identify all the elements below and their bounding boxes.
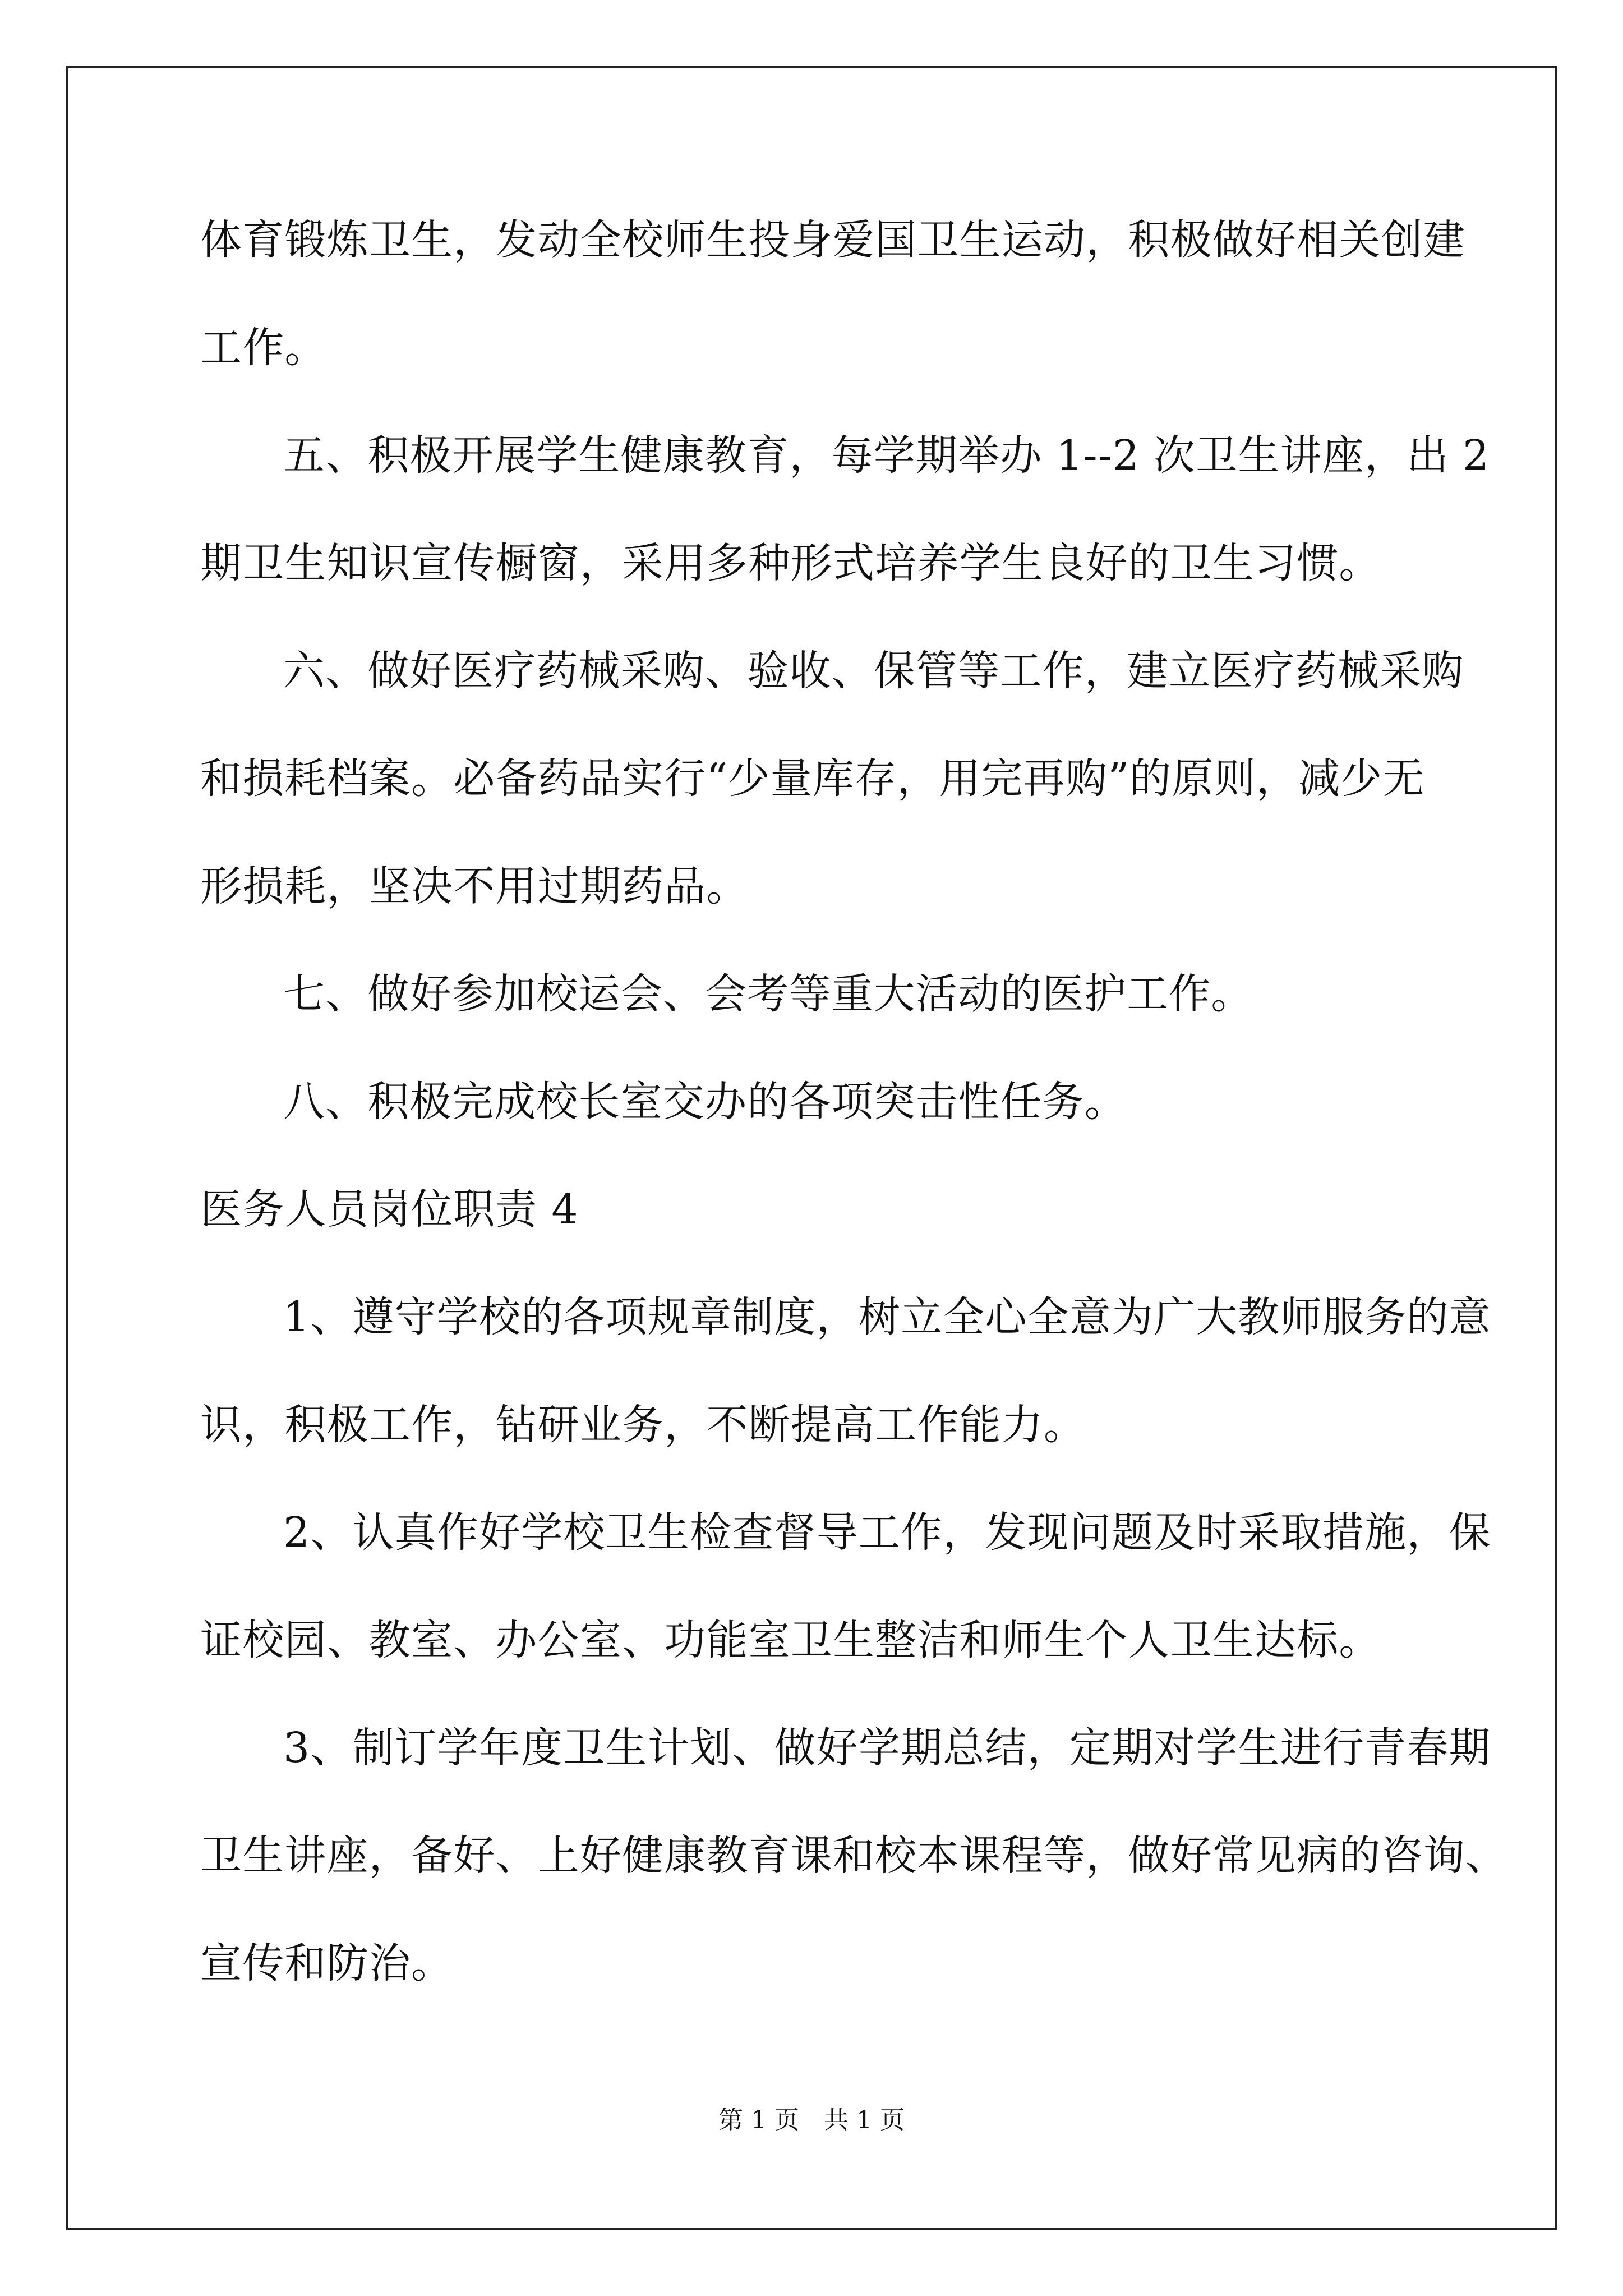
- paragraph-line: 八、积极完成校长室交办的各项突击性任务。: [283, 1078, 1127, 1126]
- page-footer: 第 1 页 共 1 页: [718, 2106, 905, 2134]
- paragraph-line: 2、认真作好学校卫生检查督导工作，发现问题及时采取措施，保: [283, 1508, 1491, 1557]
- paragraph-line: 体育锻炼卫生，发动全校师生投身爱国卫生运动，积极做好相关创建: [200, 216, 1465, 264]
- paragraph-line: 证校园、教室、办公室、功能室卫生整洁和师生个人卫生达标。: [200, 1616, 1381, 1664]
- paragraph-line: 卫生讲座，备好、上好健康教育课和校本课程等，做好常见病的咨询、: [200, 1832, 1508, 1880]
- paragraph-line: 六、做好医疗药械采购、验收、保管等工作，建立医疗药械采购: [283, 647, 1464, 695]
- paragraph-line: 宣传和防治。: [200, 1939, 454, 1987]
- section-heading: 医务人员岗位职责 4: [200, 1185, 579, 1234]
- paragraph-line: 工作。: [200, 324, 327, 372]
- paragraph-line: 形损耗，坚决不用过期药品。: [200, 862, 749, 910]
- paragraph-line: 3、制订学年度卫生计划、做好学期总结，定期对学生进行青春期: [283, 1724, 1491, 1772]
- paragraph-line: 1、遵守学校的各项规章制度，树立全心全意为广大教师服务的意: [283, 1293, 1491, 1341]
- paragraph-line: 五、积极开展学生健康教育，每学期举办 1--2 次卫生讲座，出 2: [283, 431, 1490, 480]
- paragraph-line: 和损耗档案。必备药品实行“少量库存，用完再购”的原则，减少无: [200, 754, 1425, 803]
- paragraph-line: 识，积极工作，钻研业务，不断提高工作能力。: [200, 1401, 1086, 1449]
- document-body: [200, 213, 1508, 1990]
- paragraph-line: 期卫生知识宣传橱窗，采用多种形式培养学生良好的卫生习惯。: [200, 539, 1381, 587]
- paragraph-line: 七、做好参加校运会、会考等重大活动的医护工作。: [283, 970, 1253, 1018]
